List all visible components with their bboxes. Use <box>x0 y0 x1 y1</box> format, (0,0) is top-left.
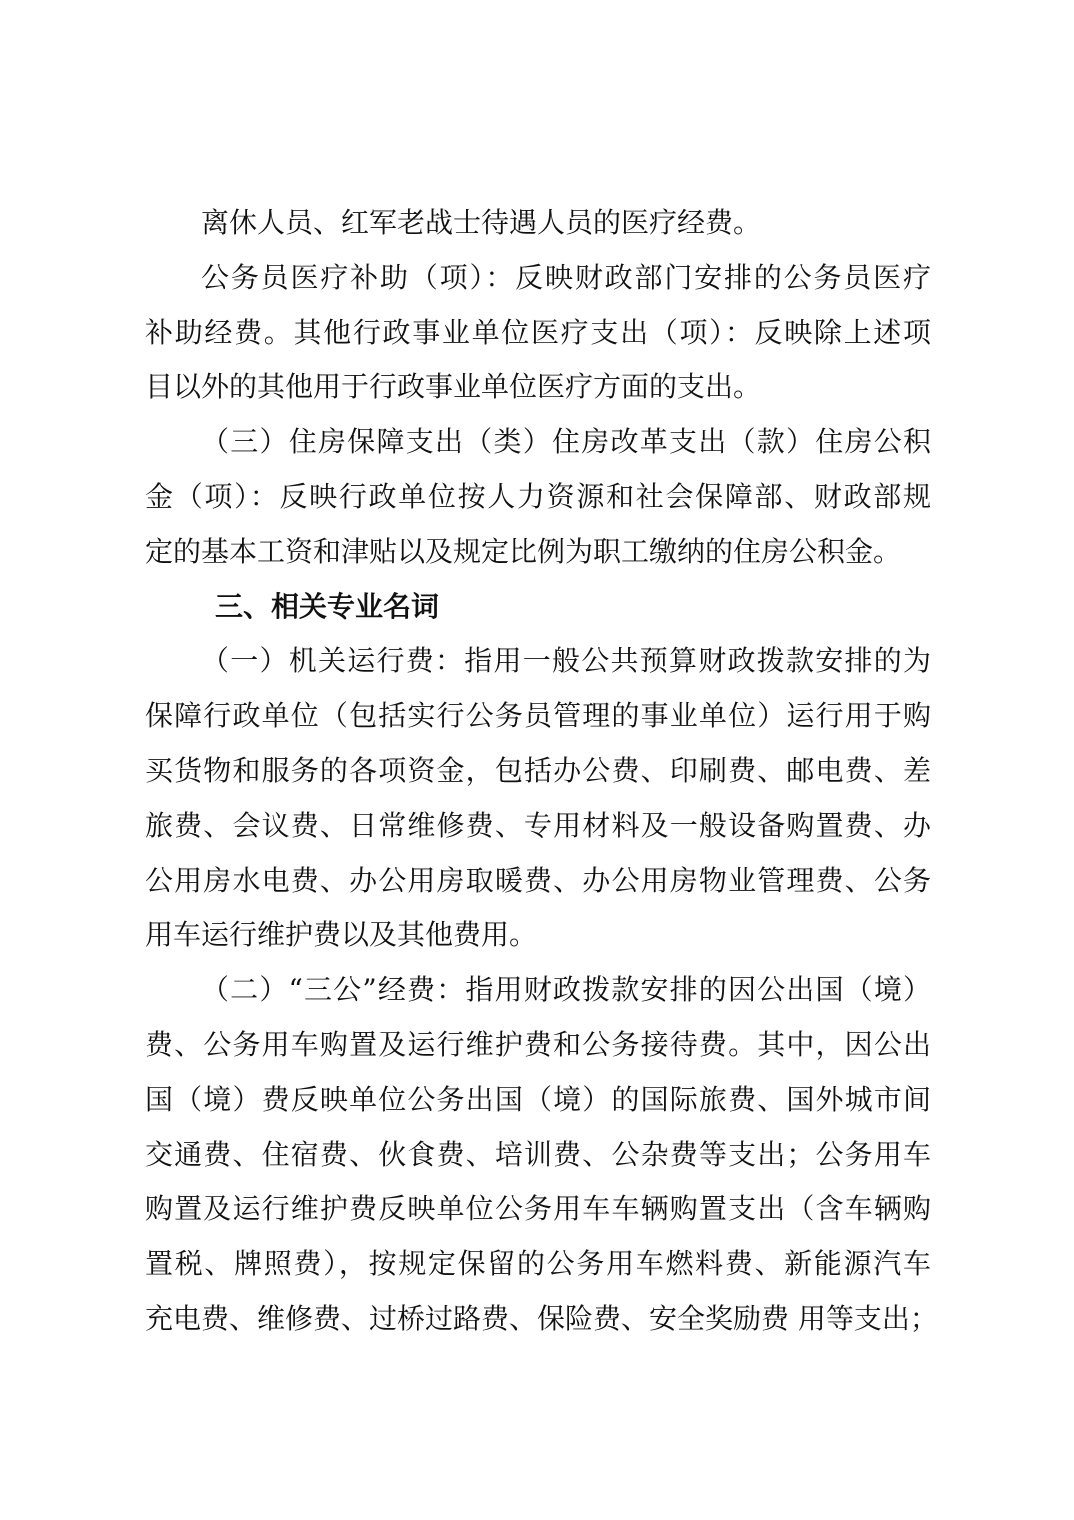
paragraph-line: 充电费、维修费、过桥过路费、保险费、安全奖励费 用等支出； <box>145 1301 938 1335</box>
document-body <box>145 196 938 1347</box>
paragraph-line: 旅费、会议费、日常维修费、专用材料及一般设备购置费、办 <box>145 808 931 842</box>
paragraph-line: 用车运行维护费以及其他费用。 <box>145 918 538 952</box>
paragraph-line: 置税、牌照费），按规定保留的公务用车燃料费、新能源汽车 <box>145 1247 931 1281</box>
paragraph-line: 公务员医疗补助（项）：反映财政部门安排的公务员医疗 <box>201 260 931 294</box>
paragraph-line: 保障行政单位（包括实行公务员管理的事业单位）运行用于购 <box>145 699 931 733</box>
paragraph-line: 购置及运行维护费反映单位公务用车车辆购置支出（含车辆购 <box>145 1192 931 1226</box>
paragraph-line: 费、公务用车购置及运行维护费和公务接待费。其中，因公出 <box>145 1027 931 1061</box>
paragraph-line: 公用房水电费、办公用房取暖费、办公用房物业管理费、公务 <box>145 863 931 897</box>
paragraph-line: （二）“三公”经费：指用财政拨款安排的因公出国（境） <box>201 973 931 1007</box>
paragraph-line: 定的基本工资和津贴以及规定比例为职工缴纳的住房公积金。 <box>145 534 902 568</box>
paragraph-line: 离休人员、红军老战士待遇人员的医疗经费。 <box>201 206 762 239</box>
paragraph-line: 国（境）费反映单位公务出国（境）的国际旅费、国外城市间 <box>145 1082 931 1116</box>
paragraph-line: （三）住房保障支出（类）住房改革支出（款）住房公积 <box>201 425 931 459</box>
paragraph-line: 目以外的其他用于行政事业单位医疗方面的支出。 <box>145 370 762 404</box>
section-heading: 三、相关专业名词 <box>215 589 440 623</box>
paragraph-line: 交通费、住宿费、伙食费、培训费、公杂费等支出；公务用车 <box>145 1137 931 1171</box>
paragraph-line: 买货物和服务的各项资金，包括办公费、印刷费、邮电费、差 <box>145 753 931 787</box>
paragraph-line: 补助经费。其他行政事业单位医疗支出（项）：反映除上述项 <box>145 315 931 349</box>
paragraph-line: （一）机关运行费：指用一般公共预算财政拨款安排的为 <box>201 644 931 678</box>
paragraph-line: 金（项）：反映行政单位按人力资源和社会保障部、财政部规 <box>145 479 931 513</box>
